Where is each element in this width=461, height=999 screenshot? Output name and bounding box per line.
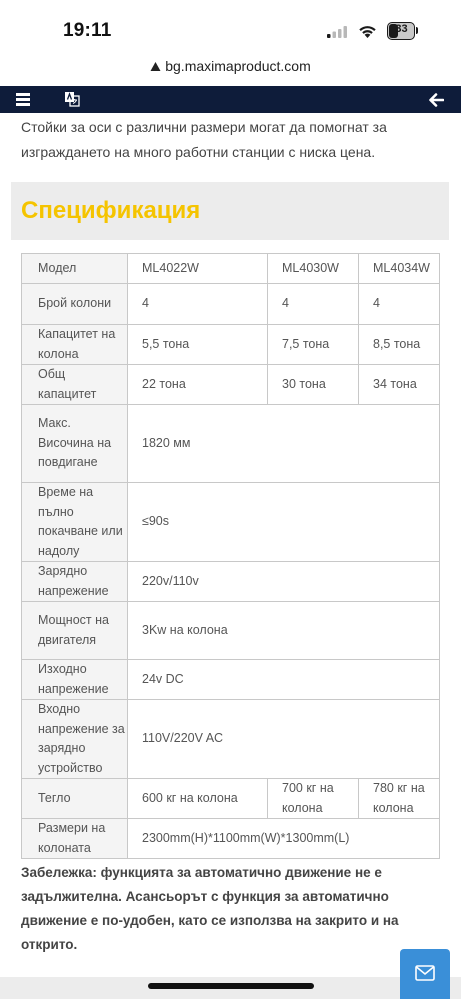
cell-value: ML4030W xyxy=(268,254,359,284)
table-row xyxy=(22,819,440,859)
row-label: Входно напрежение за зарядно устройство xyxy=(22,700,128,779)
cell-value: 22 тона xyxy=(128,365,268,405)
cell-value: 780 кг на колона xyxy=(359,779,440,819)
table-row xyxy=(22,284,440,325)
cell-value: 4 xyxy=(359,284,440,325)
row-label: Тегло xyxy=(22,779,128,819)
row-label: Зарядно напрежение xyxy=(22,562,128,602)
cell-value: 110V/220V AC xyxy=(128,700,440,779)
intro-text: Стойки за оси с различни размери могат да помогнат за изграждането на много работни станции с ниска цена. xyxy=(21,119,387,160)
status-bar xyxy=(0,0,461,58)
spec-table xyxy=(21,253,440,859)
battery-icon xyxy=(387,22,419,40)
cell-value: 7,5 тона xyxy=(268,325,359,365)
cell-value: 700 кг на колона xyxy=(268,779,359,819)
table-row xyxy=(22,602,440,660)
row-label: Брой колони xyxy=(22,284,128,325)
cell-value: 30 тона xyxy=(268,365,359,405)
cell-value: 4 xyxy=(128,284,268,325)
table-row xyxy=(22,779,440,819)
signal-icon xyxy=(327,26,347,38)
cell-value: 24v DC xyxy=(128,660,440,700)
section-title: Спецификация xyxy=(21,197,201,224)
table-row xyxy=(22,700,440,779)
cell-value: ≤90s xyxy=(128,483,440,562)
cell-value: 5,5 тона xyxy=(128,325,268,365)
address-bar[interactable] xyxy=(0,58,461,86)
table-row xyxy=(22,562,440,602)
cell-value: 600 кг на колона xyxy=(128,779,268,819)
cell-value: ML4022W xyxy=(128,254,268,284)
cell-value: ML4034W xyxy=(359,254,440,284)
status-time: 19:11 xyxy=(63,20,112,41)
site-header xyxy=(0,86,461,113)
table-row xyxy=(22,325,440,365)
row-label: Време на пълно покачване или надолу xyxy=(22,483,128,562)
note-text: Забележка: функцията за автоматично движение не е задължителна. Асансьорът с функция за автоматично движение е по-удобен, като се използва на закрито и на открито. xyxy=(21,865,399,952)
cell-value: 220v/110v xyxy=(128,562,440,602)
row-label: Капацитет на колона xyxy=(22,325,128,365)
contact-mail-button[interactable] xyxy=(400,949,450,999)
home-indicator[interactable] xyxy=(148,983,314,989)
table-row xyxy=(22,660,440,700)
battery-level: 33 xyxy=(395,23,408,35)
table-row xyxy=(22,483,440,562)
wifi-icon xyxy=(358,24,377,39)
row-label: Изходно напрежение xyxy=(22,660,128,700)
table-row xyxy=(22,254,440,284)
table-row xyxy=(22,405,440,483)
row-label: Размери на колоната xyxy=(22,819,128,859)
row-label: Макс. Височина на повдигане xyxy=(22,405,128,483)
cell-value: 8,5 тона xyxy=(359,325,440,365)
specification-section xyxy=(11,182,449,240)
hamburger-menu-icon[interactable] xyxy=(14,91,32,107)
url-text: bg.maximaproduct.com xyxy=(165,58,311,74)
mail-icon xyxy=(415,965,435,981)
cell-value: 3Kw на колона xyxy=(128,602,440,660)
cell-value: 2300mm(H)*1100mm(W)*1300mm(L) xyxy=(128,819,440,859)
back-arrow-icon[interactable] xyxy=(428,92,444,108)
row-label: Мощност на двигателя xyxy=(22,602,128,660)
table-row xyxy=(22,365,440,405)
translate-icon[interactable] xyxy=(64,91,80,107)
cell-value: 4 xyxy=(268,284,359,325)
cell-value: 34 тона xyxy=(359,365,440,405)
cell-value: 1820 мм xyxy=(128,405,440,483)
row-label: Общ капацитет xyxy=(22,365,128,405)
lock-icon xyxy=(150,61,161,72)
row-label: Модел xyxy=(22,254,128,284)
